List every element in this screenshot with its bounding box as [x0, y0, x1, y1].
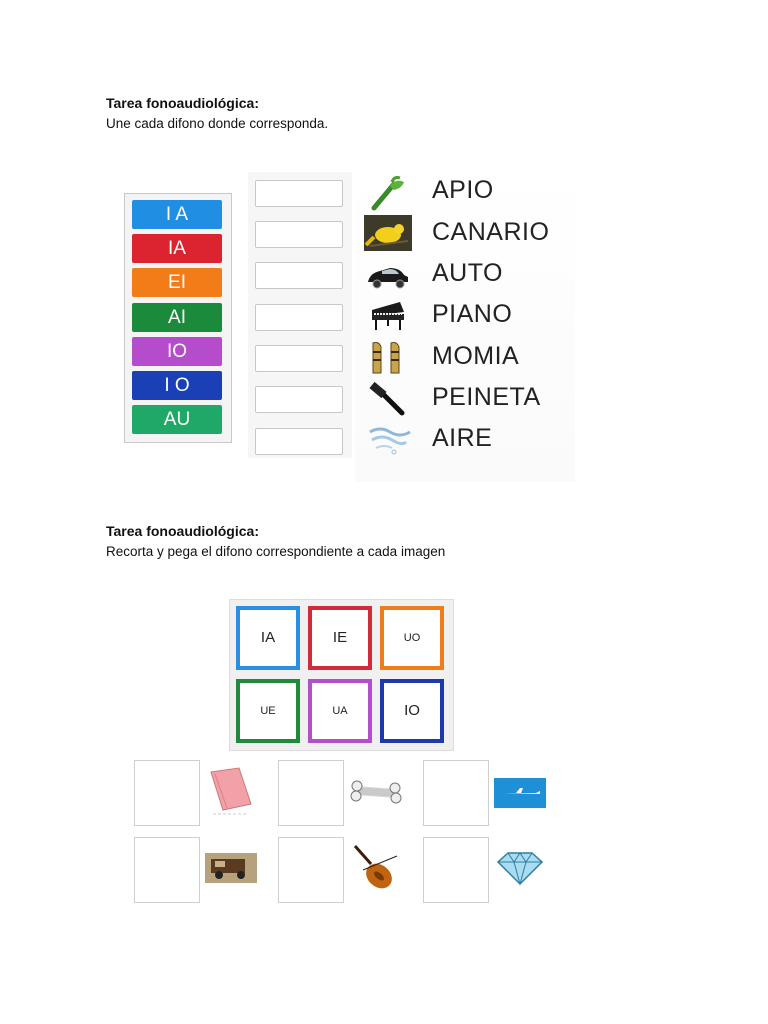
answer-box[interactable] — [255, 428, 343, 455]
paste-box[interactable] — [423, 760, 489, 826]
answer-box[interactable] — [255, 304, 343, 331]
diphthong-tile[interactable]: IE — [308, 606, 372, 670]
airplane-icon — [494, 778, 546, 808]
diphthong-tile[interactable]: IA — [236, 606, 300, 670]
mummy-icon — [364, 340, 412, 376]
paste-box[interactable] — [134, 760, 200, 826]
bone-icon — [349, 778, 403, 808]
section1-instruction: Une cada difono donde corresponda. — [106, 116, 329, 131]
violin-icon — [349, 842, 403, 894]
celery-icon — [364, 176, 412, 212]
section2-instruction: Recorta y pega el difono correspondiente a cada imagen — [106, 544, 446, 559]
diphthong-chip[interactable]: I O — [132, 371, 222, 400]
section2-title: Tarea fonoaudiológica: — [106, 523, 259, 539]
diphthong-chip[interactable]: IO — [132, 337, 222, 366]
comb-icon — [364, 381, 412, 417]
answer-box[interactable] — [255, 262, 343, 289]
answer-boxes — [248, 172, 352, 458]
old-car-icon — [205, 853, 257, 883]
word-label: AUTO — [432, 259, 503, 287]
car-icon — [364, 258, 412, 294]
paste-box[interactable] — [278, 760, 344, 826]
paste-box[interactable] — [134, 837, 200, 903]
word-label: CANARIO — [432, 218, 550, 246]
word-label: PIANO — [432, 300, 513, 328]
notebook-icon — [205, 766, 255, 818]
paste-box[interactable] — [423, 837, 489, 903]
diphthong-chip[interactable]: AI — [132, 303, 222, 332]
wind-icon — [364, 422, 412, 458]
answer-box[interactable] — [255, 221, 343, 248]
diphthong-chip[interactable]: I A — [132, 200, 222, 229]
paste-box[interactable] — [278, 837, 344, 903]
canary-icon — [364, 215, 412, 251]
diphthong-chip[interactable]: EI — [132, 268, 222, 297]
word-label: MOMIA — [432, 342, 520, 370]
diphthong-tile[interactable]: IO — [380, 679, 444, 743]
diphthong-chip[interactable]: AU — [132, 405, 222, 434]
diamond-icon — [494, 850, 546, 886]
word-label: APIO — [432, 176, 494, 204]
word-label: PEINETA — [432, 383, 541, 411]
section1-title: Tarea fonoaudiológica: — [106, 95, 259, 111]
diphthong-chip[interactable]: IA — [132, 234, 222, 263]
piano-icon — [364, 298, 412, 334]
diphthong-tile[interactable]: UO — [380, 606, 444, 670]
answer-box[interactable] — [255, 345, 343, 372]
word-label: AIRE — [432, 424, 493, 452]
diphthong-tile-grid — [229, 599, 454, 751]
answer-box[interactable] — [255, 180, 343, 207]
answer-box[interactable] — [255, 386, 343, 413]
diphthong-tile[interactable]: UE — [236, 679, 300, 743]
diphthong-panel — [124, 193, 232, 443]
diphthong-tile[interactable]: UA — [308, 679, 372, 743]
